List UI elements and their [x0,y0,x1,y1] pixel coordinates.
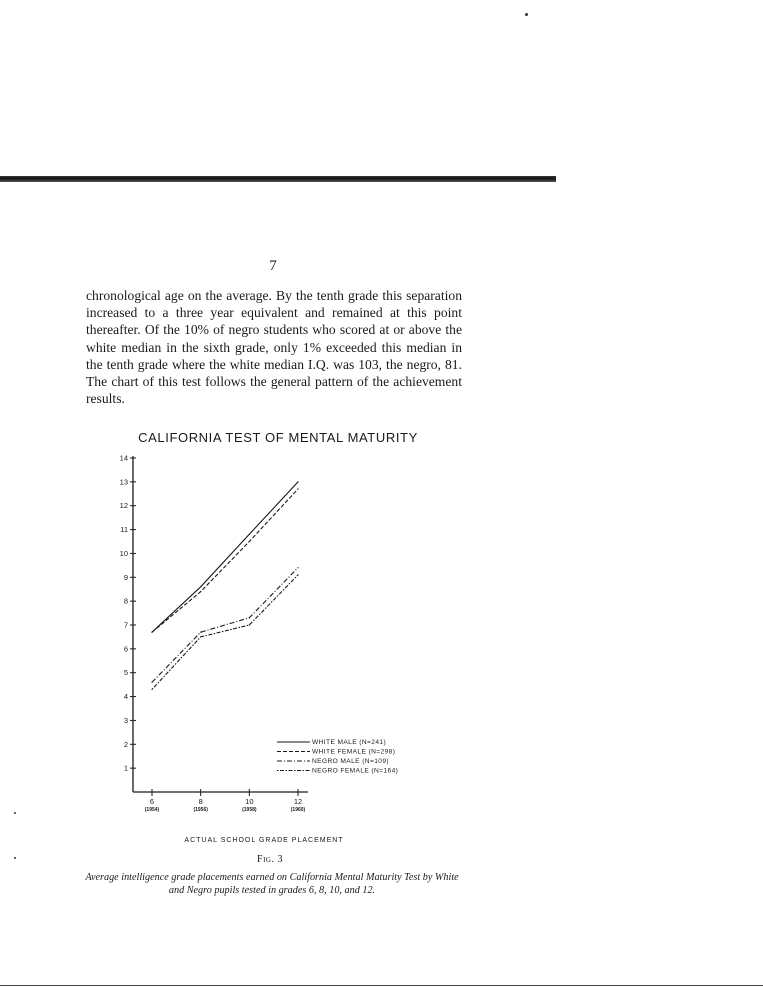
series-point-3 [151,682,152,683]
legend [277,739,398,775]
series-point-2 [151,632,152,633]
series-lines [151,481,298,690]
x-tick-year: (1954) [144,807,160,813]
series-point-1 [297,481,298,482]
y-tick-label: 5 [123,668,128,678]
series-point-3 [200,632,201,633]
series-point-4 [297,574,298,575]
y-tick-label: 11 [120,525,128,535]
y-tick-label: 6 [123,644,128,654]
y-tick-label: 14 [119,453,128,463]
figure-label: Fig. 3 [257,854,283,865]
series-point-2 [200,591,201,592]
legend-entry: WHITE MALE (N=241) [312,739,387,746]
series-line-1 [152,482,298,632]
series-point-4 [200,636,201,637]
x-tick-year: (1956) [193,807,208,813]
y-tick-label: 3 [123,715,128,725]
y-tick-label: 4 [123,692,128,702]
series-point-1 [200,586,201,587]
y-tick-label: 10 [119,548,128,558]
chart-title: CALIFORNIA TEST OF MENTAL MATURITY [138,430,418,445]
x-tick-year: (1958) [242,807,257,813]
x-tick-label: 8 [198,797,203,806]
x-tick-label: 12 [293,797,303,806]
series-point-2 [249,541,250,542]
legend-entry: WHITE FEMALE (N=298) [312,748,396,756]
series-point-3 [249,617,250,618]
series-point-1 [249,534,250,535]
series-line-3 [152,568,298,683]
series-point-2 [297,488,298,489]
legend-entry: NEGRO MALE (N=109) [312,758,390,765]
y-tick-label: 12 [119,501,128,511]
legend-entry: NEGRO FEMALE (N=164) [312,767,399,775]
series-line-4 [152,575,298,690]
body-paragraph: chronological age on the average. By the tenth grade this separation increased to a three year equivalent and remained at this point thereafter. Of the 10% of negro students who scored at or above the white median in the sixth grade, only 1% exceeded this median in the tenth grade where the white median I.Q. was 103, the negro, 81. The chart of this test follows the general pattern of the achievement results. [86,288,462,407]
page-number: 7 [269,258,277,274]
y-tick-label: 8 [123,596,128,606]
x-tick-year: (1960) [290,807,306,813]
series-point-4 [249,624,250,625]
x-axis-label: ACTUAL SCHOOL GRADE PLACEMENT [184,837,344,844]
y-tick-label: 9 [123,572,128,582]
y-tick-label: 1 [123,763,128,773]
series-point-4 [151,689,152,690]
figure-caption: Average intelligence grade placements earned on California Mental Maturity Test by White and Negro pupils tested in grades 6, 8, 10, and 12. [85,872,459,896]
y-tick-label: 13 [119,477,128,487]
series-point-3 [297,567,298,568]
y-tick-label: 7 [123,620,128,630]
y-tick-label: 2 [123,739,128,749]
x-tick-label: 6 [149,797,155,806]
x-tick-label: 10 [245,797,254,806]
